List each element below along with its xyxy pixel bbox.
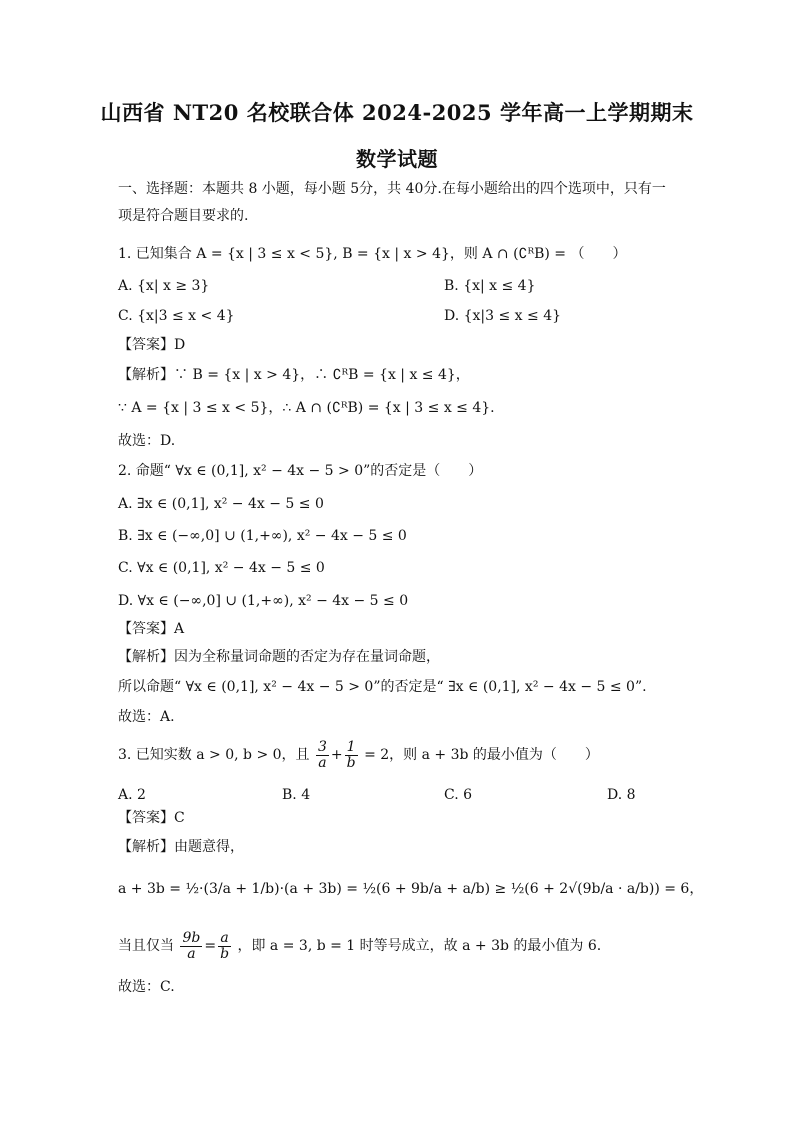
q3-option-c: C. 6 [444, 787, 473, 803]
q1-analysis-line2: ∵ A = {x | 3 ≤ x < 5}，∴ A ∩ (∁ᴿB) = {x | 3 ≤ x ≤ 4}. [118, 400, 495, 416]
exam-title: 山西省 NT20 名校联合体 2024-2025 学年高一上学期期末 [100, 100, 694, 125]
q2-option-a: A. ∃x ∈ (0,1], x² − 4x − 5 ≤ 0 [118, 496, 324, 512]
section-heading-line2: 项是符合题目要求的. [118, 208, 249, 224]
q2-option-b: B. ∃x ∈ (−∞,0] ∪ (1,+∞), x² − 4x − 5 ≤ 0 [118, 528, 407, 544]
q3-stem-post: = 2，则 a + 3b 的最小值为（ ） [364, 747, 599, 763]
q3-analysis3-pre: 当且仅当 [118, 938, 174, 954]
q1-stem: 1. 已知集合 A = {x | 3 ≤ x < 5}, B = {x | x > 4}，则 A ∩ (∁ᴿB) = （ ） [118, 246, 627, 262]
q3-stem: 3. 已知实数 a > 0, b > 0，且 $\frac{3}{a}$ + $\frac{1}{b}$ = 2，则 a + 3b 的最小值为（ ） [118, 738, 599, 771]
q2-option-c: C. ∀x ∈ (0,1], x² − 4x − 5 ≤ 0 [118, 560, 325, 576]
q3-fraction-1-over-b: $\frac{1}{b}$ [346, 738, 356, 771]
q2-option-d: D. ∀x ∈ (−∞,0] ∪ (1,+∞), x² − 4x − 5 ≤ 0 [118, 593, 409, 609]
q1-answer: 【答案】D [118, 337, 186, 353]
q3-analysis-line3: 当且仅当 $\frac{9b}{a}$ = $\frac{a}{b}$ ，即 a = 3, b = 1 时等号成立，故 a + 3b 的最小值为 6. [118, 929, 602, 962]
q1-choose: 故选：D. [118, 433, 176, 449]
q2-analysis-line2: 所以命题“ ∀x ∈ (0,1], x² − 4x − 5 > 0”的否定是“ ∃x ∈ (0,1], x² − 4x − 5 ≤ 0”. [118, 679, 647, 695]
q2-choose: 故选：A. [118, 709, 175, 725]
q1-option-a: A. {x| x ≥ 3} [118, 278, 210, 294]
q3-stem-pre: 3. 已知实数 a > 0, b > 0，且 [118, 747, 310, 763]
section-heading-line1: 一、选择题：本题共 8 小题，每小题 5分，共 40分.在每小题给出的四个选项中，只有一 [118, 181, 666, 197]
q1-option-b: B. {x| x ≤ 4} [444, 278, 536, 294]
q3-fraction-a-over-b: $\frac{a}{b}$ [220, 929, 230, 962]
q3-option-d: D. 8 [607, 787, 636, 803]
q2-answer: 【答案】A [118, 621, 185, 637]
q3-analysis-line2: a + 3b = ½·(3/a + 1/b)·(a + 3b) = ½(6 + 9b/a + a/b) ≥ ½(6 + 2√(9b/a · a/b)) = 6， [118, 881, 704, 897]
q3-choose: 故选：C. [118, 979, 175, 995]
q3-fraction-3-over-a: $\frac{3}{a}$ [318, 738, 327, 771]
q3-fraction-9b-over-a: $\frac{9b}{a}$ [182, 929, 201, 962]
q1-analysis-line1: 【解析】∵ B = {x | x > 4}，∴ ∁ᴿB = {x | x ≤ 4}， [118, 367, 470, 383]
q1-option-d: D. {x|3 ≤ x ≤ 4} [444, 308, 562, 324]
q2-stem: 2. 命题“ ∀x ∈ (0,1], x² − 4x − 5 > 0”的否定是（ ） [118, 463, 483, 479]
exam-subtitle: 数学试题 [356, 147, 438, 171]
q3-option-b: B. 4 [282, 787, 311, 803]
q3-option-a: A. 2 [118, 787, 146, 803]
q3-answer: 【答案】C [118, 810, 185, 826]
q3-analysis-line1: 【解析】由题意得， [118, 839, 244, 855]
q1-option-c: C. {x|3 ≤ x < 4} [118, 308, 235, 324]
q2-analysis-line1: 【解析】因为全称量词命题的否定为存在量词命题， [118, 649, 440, 665]
q3-analysis3-post: ，即 a = 3, b = 1 时等号成立，故 a + 3b 的最小值为 6. [237, 938, 602, 954]
